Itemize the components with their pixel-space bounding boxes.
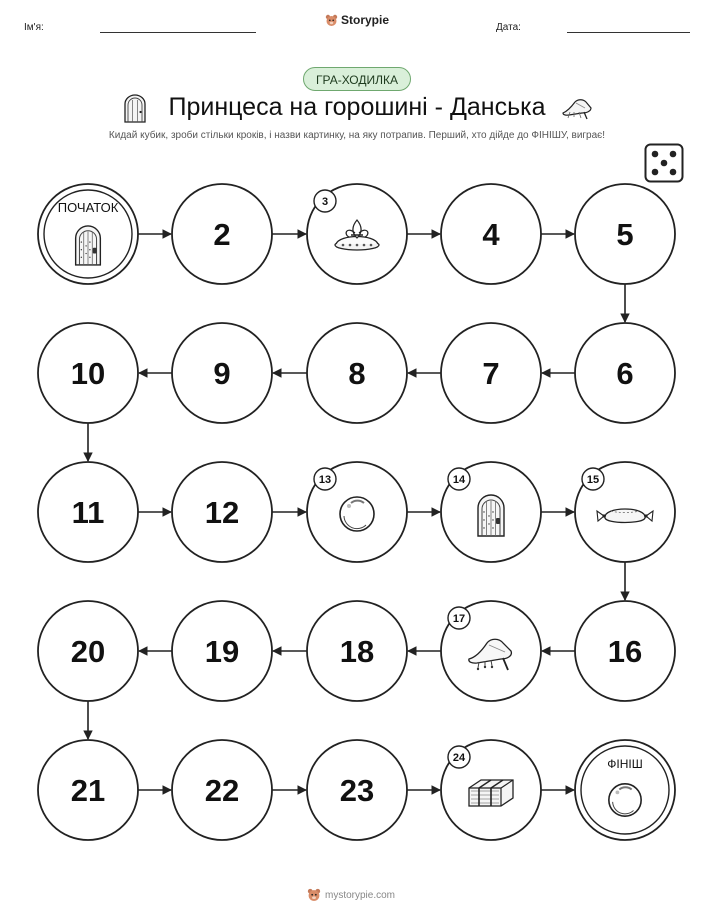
board-cell[interactable] — [441, 184, 541, 284]
cell-number: 21 — [70, 773, 106, 808]
cell-number: 19 — [204, 634, 240, 669]
board-cell[interactable] — [307, 462, 407, 562]
board-cell[interactable] — [38, 462, 138, 562]
footer-url[interactable]: mystorypie.com — [325, 889, 396, 901]
cell-number: 3 — [321, 196, 329, 208]
cell-number: 2 — [213, 217, 231, 252]
board-cell[interactable] — [307, 601, 407, 701]
cell-number-badge — [582, 468, 604, 490]
board-cell[interactable] — [38, 323, 138, 423]
footer — [307, 888, 395, 902]
board-cell[interactable] — [172, 601, 272, 701]
board-cell[interactable] — [172, 462, 272, 562]
brand-name: Storypie — [341, 13, 390, 27]
cell-number: 4 — [482, 217, 500, 252]
instructions: Кидай кубик, зроби стільки кроків, і назви картинку, на яку потрапив. Перший, хто дійде до ФІНІШУ, виграє! — [108, 130, 606, 141]
cell-number: 5 — [616, 217, 634, 252]
cell-number: 8 — [348, 356, 366, 391]
hay-bale-icon — [469, 780, 513, 806]
cell-number: 6 — [616, 356, 634, 391]
board-cell[interactable] — [172, 323, 272, 423]
cell-number: 9 — [213, 356, 231, 391]
cell-number: 13 — [318, 474, 332, 486]
board-cell[interactable] — [38, 740, 138, 840]
cell-number: 18 — [339, 634, 375, 669]
start-cell[interactable] — [38, 184, 138, 284]
door-icon — [76, 226, 101, 265]
bear-icon — [307, 888, 321, 902]
board-cell[interactable] — [441, 740, 541, 840]
board-cell[interactable] — [575, 601, 675, 701]
finish-label: ФІНІШ — [607, 757, 643, 771]
board-cell[interactable] — [575, 323, 675, 423]
cell-number-badge — [448, 607, 470, 629]
finish-cell[interactable] — [575, 740, 675, 840]
start-label: ПОЧАТОК — [57, 200, 119, 215]
board-cell[interactable] — [38, 601, 138, 701]
board-cell[interactable] — [575, 462, 675, 562]
board-cell[interactable] — [172, 740, 272, 840]
board-cell[interactable] — [307, 740, 407, 840]
pea-icon — [609, 784, 641, 816]
cell-number-badge — [448, 468, 470, 490]
game-type-badge: ГРА-ХОДИЛКА — [303, 67, 411, 91]
cell-number: 16 — [607, 634, 643, 669]
cell-number: 24 — [452, 752, 466, 764]
cell-number: 7 — [482, 356, 500, 391]
page-title: Принцеса на горошині - Данська — [168, 93, 546, 121]
cell-number: 20 — [70, 634, 106, 669]
name-label: Ім'я: — [24, 22, 44, 33]
cell-number: 23 — [339, 773, 375, 808]
door-icon — [478, 495, 504, 536]
cell-number: 11 — [71, 495, 105, 530]
board-cell[interactable] — [575, 184, 675, 284]
cell-number: 17 — [452, 613, 466, 625]
pea-icon — [340, 497, 374, 531]
cell-number: 15 — [586, 474, 600, 486]
board-cell[interactable] — [441, 601, 541, 701]
cell-number: 12 — [204, 495, 240, 530]
cell-number: 14 — [452, 474, 466, 486]
board-cell[interactable] — [172, 184, 272, 284]
cell-number: 22 — [204, 773, 240, 808]
cell-number-badge — [448, 746, 470, 768]
cell-number-badge — [314, 190, 336, 212]
board-cell[interactable] — [441, 462, 541, 562]
cell-number: 10 — [70, 356, 106, 391]
date-label: Дата: — [496, 22, 521, 33]
cell-number-badge — [314, 468, 336, 490]
board-cell[interactable] — [441, 323, 541, 423]
board-cell[interactable] — [307, 323, 407, 423]
board-cell[interactable] — [307, 184, 407, 284]
